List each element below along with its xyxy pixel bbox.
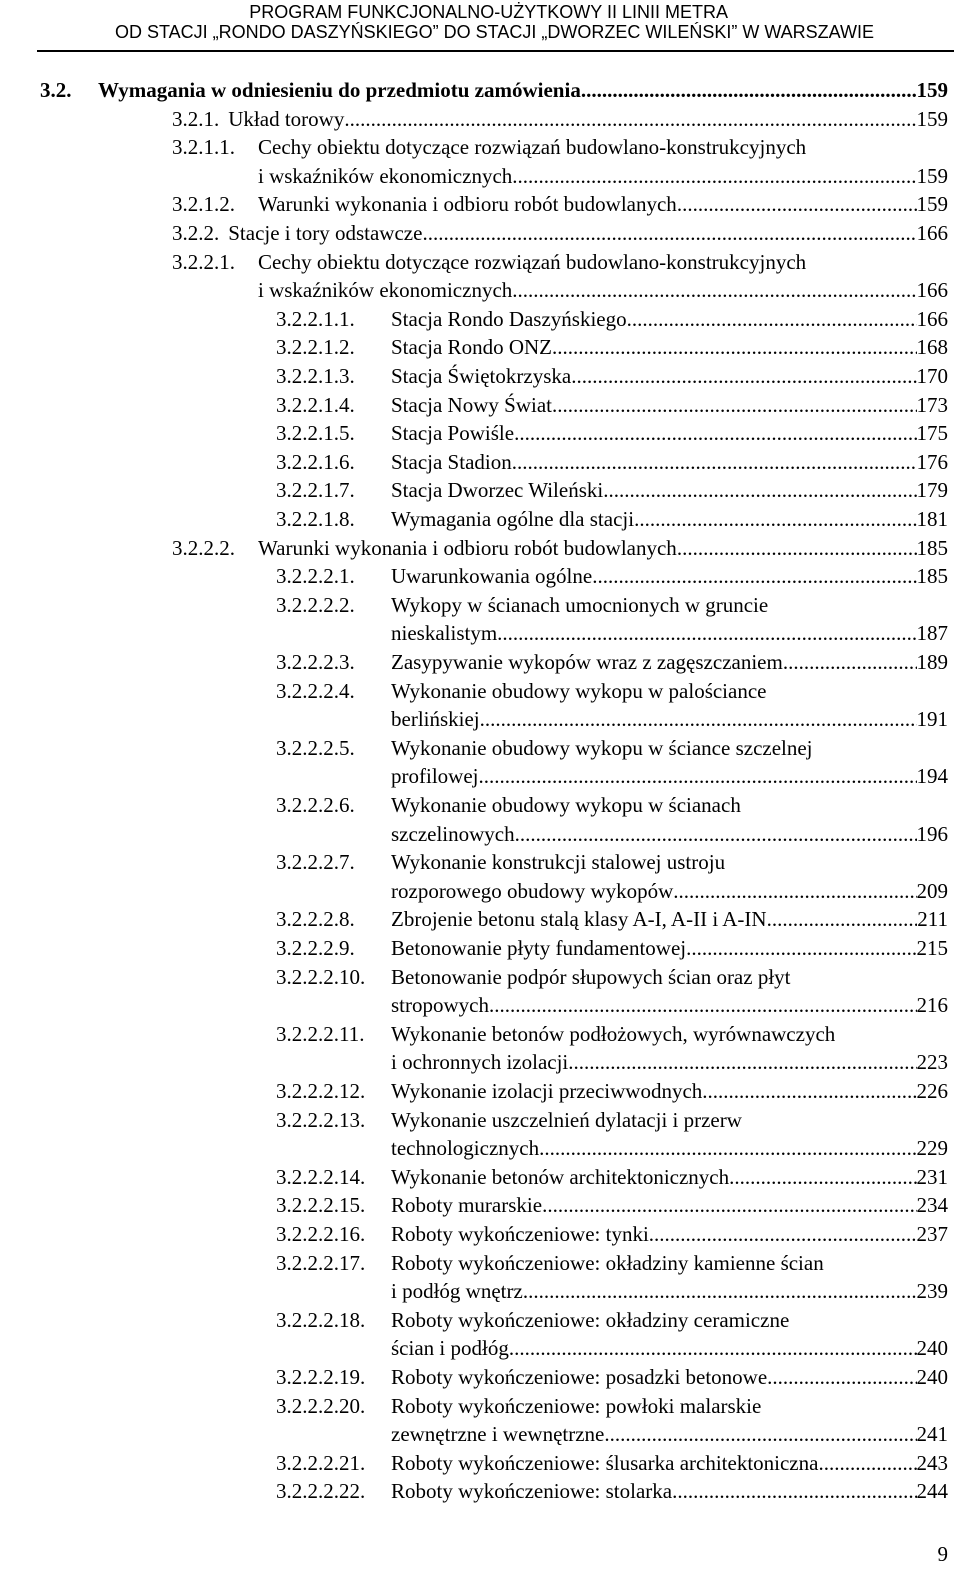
toc-entry-title-line [391, 820, 948, 848]
toc-entry-number: 3.2.2.1.7. [276, 478, 355, 503]
toc-entry-title-line [391, 505, 948, 533]
toc-entry-page: 173 [916, 392, 948, 417]
toc-entry-number: 3.2.2.1.4. [276, 392, 355, 417]
toc-entry-title-line [391, 1334, 948, 1362]
toc-entry-title-line [391, 877, 948, 905]
toc-entry-number: 3.2.1.1. [172, 135, 235, 160]
toc-leader-dots [523, 1277, 917, 1305]
toc-entry-title: i ochronnych izolacji [391, 1050, 569, 1075]
toc-leader-dots [729, 1163, 916, 1191]
toc-entry-title-line [391, 419, 948, 447]
header-line-1: PROGRAM FUNKCJONALNO-UŻYTKOWY II LINII METRA [249, 2, 728, 22]
toc-entry-title-line [391, 333, 948, 361]
toc-entry-title: technologicznych [391, 1136, 540, 1161]
toc-entry-page: 159 [916, 192, 948, 217]
toc-entry-title: Wykonanie obudowy wykopu w ściance szczelnej [391, 735, 813, 760]
toc-entry-title: Stacja Powiśle [391, 421, 515, 446]
toc-entry-title-line [258, 190, 948, 218]
toc-entry-number: 3.2.2.2.22. [276, 1479, 366, 1504]
toc-leader-dots [702, 1077, 916, 1105]
toc-entry-title-line [391, 1077, 948, 1105]
toc-entry-title-line [98, 76, 948, 104]
toc-entry-number: 3.2.2.2.11. [276, 1021, 365, 1046]
toc-entry-page: 240 [916, 1336, 948, 1361]
toc-entry-number: 3.2.1. [172, 106, 220, 131]
toc-entry-page: 159 [916, 106, 948, 131]
toc-entry-title-line [391, 619, 948, 647]
toc-leader-dots [422, 219, 916, 247]
toc-entry-number: 3.2.2.2.9. [276, 936, 355, 960]
toc-entry-title: Roboty wykończeniowe: okładziny kamienne ścian [391, 1250, 824, 1275]
toc-entry-page: 181 [916, 507, 948, 531]
toc-leader-dots [514, 419, 916, 447]
toc-entry-page: 168 [916, 335, 948, 360]
toc-entry-title-line [391, 1134, 948, 1162]
toc-entry-title: Cechy obiektu dotyczące rozwiązań budowlano-konstrukcyjnych [258, 135, 807, 160]
toc-leader-dots [478, 762, 916, 790]
toc-entry-page: 239 [916, 1279, 948, 1304]
toc-entry-page: 209 [916, 878, 948, 903]
toc-entry-title: Warunki wykonania i odbioru robót budowlanych [258, 535, 677, 560]
toc-entry-number: 3.2.2. [172, 221, 220, 245]
toc-entry-number: 3.2.2.2.16. [276, 1222, 366, 1246]
toc-entry-title-line [391, 1048, 948, 1076]
toc-entry-number: 3.2.2.2.3. [276, 650, 355, 674]
toc-entry-page: 211 [917, 907, 948, 932]
toc-entry-number: 3.2.2.2.15. [276, 1193, 366, 1218]
toc-leader-dots [515, 820, 917, 848]
toc-leader-dots [673, 877, 916, 905]
toc-entry-title: Roboty wykończeniowe: posadzki betonowe [391, 1365, 768, 1389]
toc-entry-number: 3.2.2.2.21. [276, 1450, 366, 1475]
toc-entry-title-line [258, 534, 948, 562]
toc-entry-page: 244 [916, 1479, 948, 1504]
toc-entry-title: Wykonanie obudowy wykopu w palościance [391, 678, 767, 703]
toc-entry-title-line [391, 362, 948, 390]
toc-entry-page: 189 [916, 650, 948, 674]
toc-entry-title: Wykonanie betonów architektonicznych [391, 1164, 730, 1189]
toc-entry-number: 3.2.2.2.2. [276, 592, 355, 617]
toc-entry-title: berlińskiej [391, 707, 480, 732]
toc-entry-number: 3.2.2.2. [172, 535, 235, 560]
header-line-2: OD STACJI „RONDO DASZYŃSKIEGO” DO STACJI „DWORZEC WILEŃSKI” W WARSZAWIE [114, 22, 874, 42]
toc-entry-title: Roboty wykończeniowe: stolarka [391, 1479, 673, 1504]
toc-entry-title: Betonowanie płyty fundamentowej [391, 936, 687, 960]
toc-entry-title-line [258, 276, 948, 304]
toc-entry-title: Wykonanie betonów podłożowych, wyrównawczych [391, 1021, 836, 1046]
toc-entry-title: Wykonanie konstrukcji stalowej ustroju [391, 850, 726, 875]
toc-entry-title-line [391, 705, 948, 733]
toc-leader-dots [634, 505, 916, 533]
toc-entry-title-line [391, 305, 948, 333]
toc-leader-dots [767, 905, 918, 933]
toc-entry-title-line [391, 1420, 948, 1448]
header-rule [37, 50, 954, 52]
toc-leader-dots [686, 934, 916, 962]
toc-entry-title-line [391, 1163, 948, 1191]
toc-entry-title: Roboty wykończeniowe: okładziny ceramiczne [391, 1307, 790, 1332]
toc-entry-title: Uwarunkowania ogólne [391, 564, 593, 589]
toc-entry-number: 3.2.2.1. [172, 249, 235, 274]
toc-entry-title: stropowych [391, 993, 489, 1018]
toc-entry-page: 187 [916, 621, 948, 646]
toc-entry-page: 185 [916, 535, 948, 560]
toc-entry-page: 166 [916, 221, 948, 245]
toc-entry-number: 3.2.2.2.6. [276, 793, 355, 817]
toc-entry-title-line [391, 1191, 948, 1219]
toc-entry-number: 3.2.2.1.6. [276, 449, 355, 474]
toc-leader-dots [552, 333, 917, 361]
toc-entry-title: Betonowanie podpór słupowych ścian oraz płyt [391, 964, 791, 989]
toc-entry-number: 3.2.2.2.17. [276, 1250, 366, 1275]
toc-entry-page: 243 [916, 1450, 948, 1475]
toc-entry-number: 3.2.2.1.8. [276, 507, 355, 531]
toc-leader-dots [677, 534, 917, 562]
toc-entry-number: 3.2.2.1.1. [276, 306, 355, 331]
toc-leader-dots [783, 648, 917, 676]
toc-entry-title-line [391, 762, 948, 790]
toc-entry-title: ścian i podłóg [391, 1336, 509, 1361]
toc-entry-title: Stacje i tory odstawcze [228, 221, 423, 245]
toc-entry-title: Roboty wykończeniowe: ślusarka architektoniczna [391, 1450, 819, 1475]
toc-entry-title-line [391, 1449, 948, 1477]
toc-entry-title: i wskaźników ekonomicznych [258, 163, 513, 188]
toc-entry-title-line [391, 476, 948, 504]
toc-entry-title-line [391, 448, 948, 476]
toc-entry-page: 234 [916, 1193, 948, 1218]
toc-leader-dots [552, 391, 917, 419]
toc-leader-dots [542, 1191, 916, 1219]
toc-entry-page: 215 [916, 936, 948, 960]
toc-entry-title-line [172, 219, 948, 247]
toc-leader-dots [672, 1477, 916, 1505]
toc-entry-title: Roboty wykończeniowe: powłoki malarskie [391, 1393, 762, 1418]
toc-entry-title-line [391, 648, 948, 676]
toc-entry-number: 3.2.2.2.14. [276, 1164, 366, 1189]
toc-leader-dots [627, 305, 917, 333]
toc-leader-dots [677, 190, 917, 218]
toc-entry-page: 237 [916, 1222, 948, 1246]
toc-leader-dots [512, 448, 917, 476]
toc-leader-dots [604, 1420, 916, 1448]
toc-entry-page: 229 [916, 1136, 948, 1161]
toc-entry-page: 185 [916, 564, 948, 589]
toc-leader-dots [592, 562, 916, 590]
toc-entry-page: 216 [916, 993, 948, 1018]
toc-entry-page: 191 [916, 707, 948, 732]
toc-leader-dots [512, 162, 916, 190]
toc-entry-title-line [172, 105, 948, 133]
toc-entry-title-line [391, 562, 948, 590]
toc-entry-number: 3.2.2.1.3. [276, 364, 355, 388]
toc-leader-dots [568, 1048, 916, 1076]
toc-leader-dots [480, 705, 917, 733]
toc-entry-title: Stacja Świętokrzyska [391, 364, 572, 388]
toc-entry-title: Wykopy w ścianach umocnionych w gruncie [391, 592, 769, 617]
toc-entry-title: i podłóg wnętrz [391, 1279, 523, 1304]
toc-entry-page: 241 [916, 1422, 948, 1447]
toc-entry-title: Wymagania w odniesieniu do przedmiotu zamówienia [98, 78, 581, 102]
toc-entry-number: 3.2.2.1.2. [276, 335, 355, 360]
toc-entry-title-line [391, 1277, 948, 1305]
toc-entry-number: 3.2.2.2.8. [276, 907, 355, 932]
toc-entry-title-line [391, 1220, 948, 1248]
toc-entry-number: 3.2.2.2.20. [276, 1393, 366, 1418]
toc-entry-number: 3.2.2.2.12. [276, 1079, 366, 1103]
toc-entry-number: 3.2.2.2.13. [276, 1107, 366, 1132]
toc-entry-page: 159 [916, 163, 948, 188]
toc-entry-title-line [391, 391, 948, 419]
toc-entry-title: Stacja Dworzec Wileński [391, 478, 604, 503]
toc-entry-title: rozporowego obudowy wykopów [391, 878, 674, 903]
page-number: 9 [937, 1542, 948, 1566]
toc-entry-title: Zbrojenie betonu stalą klasy A-I, A-II i A-IN [391, 907, 767, 932]
toc-entry-title: zewnętrzne i wewnętrzne [391, 1422, 605, 1447]
toc-entry-title-line [391, 1477, 948, 1505]
toc-entry-title-line [391, 991, 948, 1019]
toc-leader-dots [603, 476, 916, 504]
toc-entry-page: 223 [916, 1050, 948, 1075]
toc-entry-title: Układ torowy [228, 106, 345, 131]
toc-leader-dots [489, 991, 917, 1019]
toc-entry-page: 196 [916, 821, 948, 846]
toc-entry-page: 176 [916, 449, 948, 474]
toc-entry-page: 166 [916, 278, 948, 303]
toc-entry-page: 240 [916, 1365, 948, 1389]
toc-leader-dots [818, 1449, 916, 1477]
toc-entry-title: Wykonanie obudowy wykopu w ścianach [391, 793, 741, 817]
toc-entry-title: Wykonanie izolacji przeciwwodnych [391, 1079, 703, 1103]
toc-entry-title: Roboty wykończeniowe: tynki [391, 1222, 649, 1246]
toc-entry-title: Stacja Nowy Świat [391, 392, 552, 417]
toc-entry-page: 170 [916, 364, 948, 388]
toc-entry-page: 175 [916, 421, 948, 446]
toc-entry-number: 3.2.2.2.7. [276, 850, 355, 875]
toc-entry-title-line [391, 905, 948, 933]
toc-entry-title: Stacja Rondo Daszyńskiego [391, 306, 627, 331]
toc-entry-title: Stacja Stadion [391, 449, 512, 474]
toc-entry-title: Roboty murarskie [391, 1193, 543, 1218]
toc-entry-title: Wykonanie uszczelnień dylatacji i przerw [391, 1107, 742, 1132]
toc-entry-title: szczelinowych [391, 821, 515, 846]
toc-entry-title: profilowej [391, 764, 479, 789]
toc-entry-title-line [258, 162, 948, 190]
toc-leader-dots [581, 76, 917, 104]
toc-entry-number: 3.2. [40, 78, 72, 102]
toc-entry-page: 166 [916, 306, 948, 331]
toc-entry-title: Cechy obiektu dotyczące rozwiązań budowlano-konstrukcyjnych [258, 249, 807, 274]
toc-entry-number: 3.2.2.2.4. [276, 678, 355, 703]
toc-entry-page: 179 [916, 478, 948, 503]
toc-entry-number: 3.2.2.1.5. [276, 421, 355, 446]
toc-entry-title: i wskaźników ekonomicznych [258, 278, 513, 303]
toc-leader-dots [344, 105, 916, 133]
toc-leader-dots [512, 276, 916, 304]
toc-entry-title-line [391, 1363, 948, 1391]
toc-leader-dots [509, 1334, 917, 1362]
toc-entry-title: Warunki wykonania i odbioru robót budowlanych [258, 192, 677, 217]
toc-leader-dots [497, 619, 916, 647]
toc-entry-number: 3.2.2.2.5. [276, 735, 355, 760]
toc-entry-number: 3.2.2.2.1. [276, 564, 355, 589]
toc-entry-page: 194 [916, 764, 948, 789]
toc-entry-number: 3.2.2.2.10. [276, 964, 366, 989]
toc-leader-dots [571, 362, 916, 390]
toc-leader-dots [649, 1220, 917, 1248]
toc-entry-number: 3.2.2.2.19. [276, 1365, 366, 1389]
toc-entry-title-line [391, 934, 948, 962]
toc-entry-page: 226 [916, 1079, 948, 1103]
toc-entry-title: Stacja Rondo ONZ [391, 335, 552, 360]
toc-entry-title: Wymagania ogólne dla stacji [391, 507, 635, 531]
toc-leader-dots [539, 1134, 916, 1162]
toc-entry-page: 159 [916, 78, 948, 102]
toc-leader-dots [767, 1363, 916, 1391]
toc-entry-title: Zasypywanie wykopów wraz z zagęszczaniem [391, 650, 783, 674]
toc-entry-number: 3.2.2.2.18. [276, 1307, 366, 1332]
toc-entry-number: 3.2.1.2. [172, 192, 235, 217]
toc-entry-page: 231 [916, 1164, 948, 1189]
toc-entry-title: nieskalistym [391, 621, 498, 646]
